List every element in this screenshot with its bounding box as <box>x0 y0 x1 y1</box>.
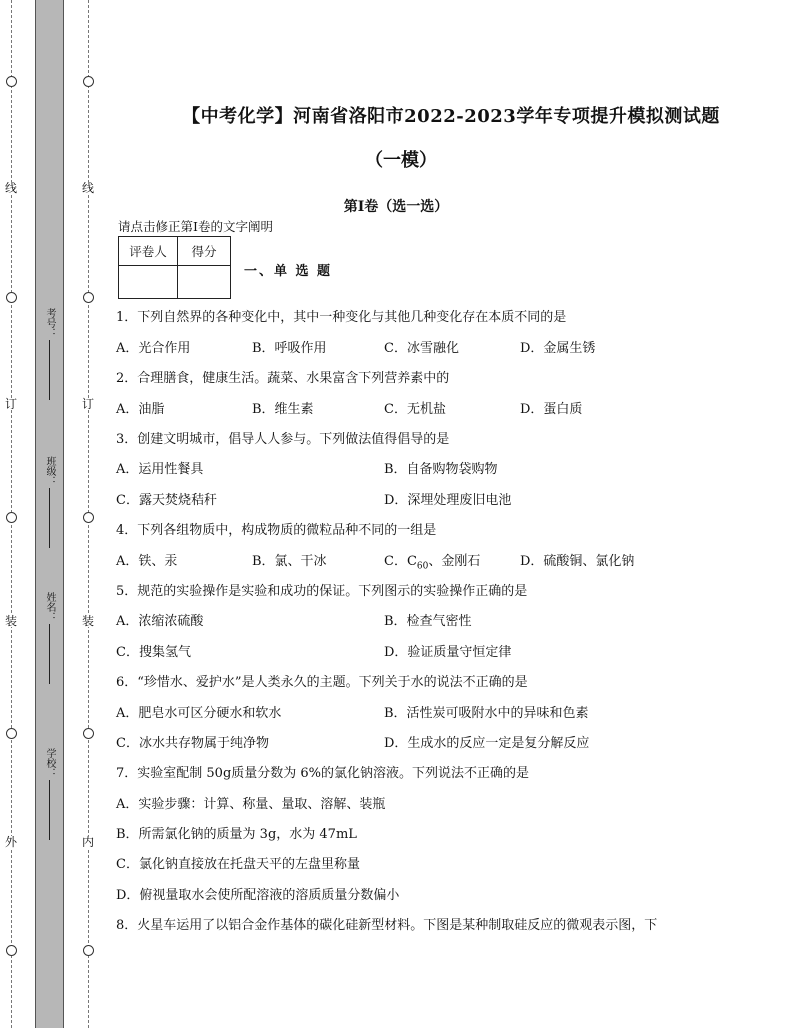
option-c[interactable] <box>384 550 480 572</box>
option-a[interactable]: A．运用性餐具 <box>116 462 204 477</box>
punch-hole <box>83 728 94 739</box>
page-subtitle: （一模） <box>365 150 437 171</box>
option-a[interactable]: A．光合作用 <box>116 341 191 356</box>
margin-char: 线 <box>4 181 17 195</box>
margin-char: 装 <box>81 614 94 628</box>
page-title: 【中考化学】河南省洛阳市2022-2023学年专项提升模拟测试题 <box>182 106 720 127</box>
punch-hole <box>83 945 94 956</box>
option-d[interactable]: D．验证质量守恒定律 <box>384 645 512 660</box>
score-header-grader: 评卷人 <box>119 237 178 266</box>
punch-hole <box>6 512 17 523</box>
field-exam-number[interactable] <box>43 308 55 400</box>
subscript: 60 <box>416 561 429 572</box>
option-d[interactable]: D．深埋处理废旧电池 <box>384 493 512 508</box>
field-name[interactable] <box>43 592 55 684</box>
section-note: 请点击修正第I卷的文字阐明 <box>118 219 273 234</box>
option-c[interactable]: C．露天焚烧秸秆 <box>116 493 217 508</box>
option-d[interactable]: D．俯视量取水会使所配溶液的溶质质量分数偏小 <box>116 888 400 903</box>
option-c[interactable]: C．冰水共存物属于纯净物 <box>116 736 269 751</box>
option-a[interactable]: A．铁、汞 <box>116 554 178 569</box>
option-c[interactable]: C．无机盐 <box>384 402 446 417</box>
field-underline <box>49 624 50 684</box>
margin-char: 线 <box>81 181 94 195</box>
question-stem: 6．“珍惜水、爱护水”是人类永久的主题。下列关于水的说法不正确的是 <box>116 675 528 690</box>
option-b[interactable]: B．检查气密性 <box>384 614 472 629</box>
punch-hole <box>83 512 94 523</box>
field-label: 班级： <box>44 456 55 486</box>
question-stem: 2．合理膳食，健康生活。蔬菜、水果富含下列营养素中的 <box>116 371 450 386</box>
punch-hole <box>6 728 17 739</box>
punch-hole <box>6 945 17 956</box>
field-label: 考号： <box>44 308 55 338</box>
option-b[interactable]: B．氯、干冰 <box>252 554 327 569</box>
margin-char: 订 <box>4 397 17 411</box>
margin-char: 装 <box>4 614 17 628</box>
question-stem: 7．实验室配制 50g质量分数为 6%的氯化钠溶液。下列说法不正确的是 <box>116 766 530 781</box>
section-title: 第I卷（选一选） <box>343 199 449 215</box>
option-d[interactable]: D．生成水的反应一定是复分解反应 <box>384 736 590 751</box>
option-c[interactable]: C．搜集氢气 <box>116 645 191 660</box>
option-b[interactable]: B．维生素 <box>252 402 314 417</box>
field-underline <box>49 488 50 548</box>
punch-hole <box>6 76 17 87</box>
option-c[interactable]: C．氯化钠直接放在托盘天平的左盘里称量 <box>116 857 360 872</box>
part-heading: 一、单 选 题 <box>244 264 333 279</box>
margin-char: 内 <box>81 835 94 849</box>
question-stem: 3．创建文明城市，倡导人人参与。下列做法值得倡导的是 <box>116 432 450 447</box>
question-stem: 1．下列自然界的各种变化中，其中一种变化与其他几种变化存在本质不同的是 <box>116 310 567 325</box>
punch-hole <box>83 292 94 303</box>
option-a[interactable]: A．肥皂水可区分硬水和软水 <box>116 706 282 721</box>
option-b[interactable]: B．所需氯化钠的质量为 3g，水为 47mL <box>116 827 357 842</box>
field-underline <box>49 780 50 840</box>
score-header-score: 得分 <box>178 237 231 266</box>
option-a[interactable]: A．油脂 <box>116 402 165 417</box>
score-cell-score[interactable] <box>178 266 231 299</box>
option-c[interactable]: C．冰雪融化 <box>384 341 459 356</box>
option-b[interactable]: B．呼吸作用 <box>252 341 327 356</box>
field-school[interactable] <box>43 748 55 840</box>
question-stem: 4．下列各组物质中，构成物质的微粒品种不同的一组是 <box>116 523 437 538</box>
margin-char: 外 <box>4 835 17 849</box>
field-class[interactable] <box>43 456 55 548</box>
option-b[interactable]: B．活性炭可吸附水中的异味和色素 <box>384 706 589 721</box>
margin-char: 订 <box>81 397 94 411</box>
field-label: 学校： <box>44 748 55 778</box>
option-d[interactable]: D．蛋白质 <box>520 402 583 417</box>
option-a[interactable]: A．浓缩浓硫酸 <box>116 614 204 629</box>
punch-hole <box>83 76 94 87</box>
question-stem: 8．火星车运用了以铝合金作基体的碳化硅新型材料。下图是某种制取硅反应的微观表示图，下 <box>116 918 658 933</box>
option-c-tail: 、金刚石 <box>428 554 481 569</box>
option-b[interactable]: B．自备购物袋购物 <box>384 462 498 477</box>
question-stem: 5．规范的实验操作是实验和成功的保证。下列图示的实验操作正确的是 <box>116 584 528 599</box>
field-underline <box>49 340 50 400</box>
score-table <box>118 236 231 299</box>
field-label: 姓名： <box>44 592 55 622</box>
punch-hole <box>6 292 17 303</box>
option-d[interactable]: D．硫酸铜、氯化钠 <box>520 554 635 569</box>
score-cell-grader[interactable] <box>119 266 178 299</box>
option-c-text: C．C <box>384 554 417 569</box>
option-d[interactable]: D．金属生锈 <box>520 341 596 356</box>
option-a[interactable]: A．实验步骤：计算、称量、量取、溶解、装瓶 <box>116 797 386 812</box>
